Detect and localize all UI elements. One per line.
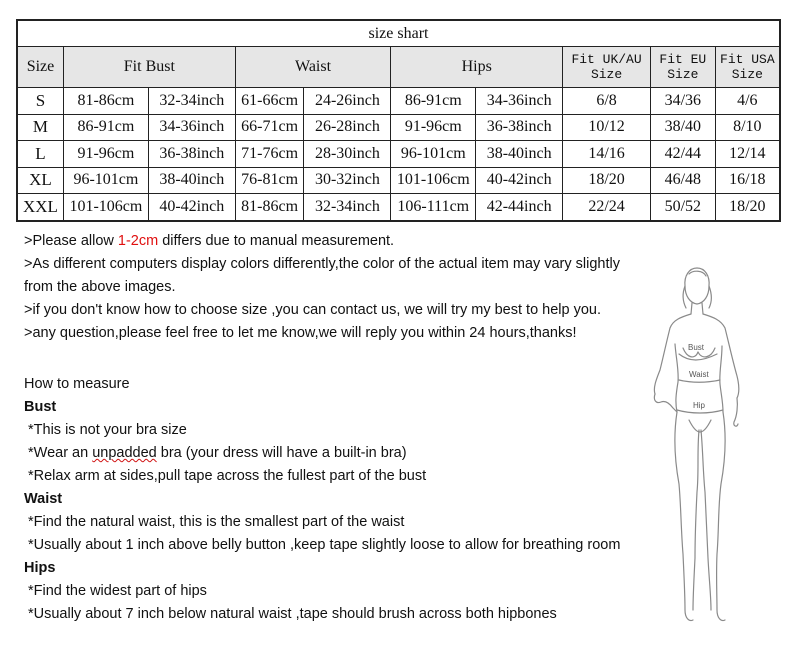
cell-bust-inch: 38-40inch <box>148 167 235 194</box>
waist-tip-1: *Find the natural waist, this is the smallest part of the waist <box>28 514 405 530</box>
cell-usa: 12/14 <box>715 141 780 168</box>
cell-waist-cm: 61-66cm <box>235 88 304 115</box>
cell-usa: 8/10 <box>715 114 780 141</box>
table-row <box>17 167 780 194</box>
note-colors: >As different computers display colors differently,the color of the actual item may vary slightly from the above images. <box>24 256 620 295</box>
cell-waist-inch: 24-26inch <box>304 88 391 115</box>
cell-eu: 38/40 <box>651 114 716 141</box>
hips-tip-2: *Usually about 7 inch below natural waist ,tape should brush across both hipbones <box>28 606 557 622</box>
figure-bust-label: Bust <box>688 343 705 352</box>
cell-bust-cm: 81-86cm <box>63 88 148 115</box>
note-allowance-pre: >Please allow <box>24 233 118 249</box>
note-allowance-post: differs due to manual measurement. <box>158 233 395 249</box>
hips-heading: Hips <box>24 560 56 576</box>
header-fit-eu <box>651 47 716 88</box>
body-measurement-figure <box>645 262 755 632</box>
figure-hip-label: Hip <box>693 401 706 410</box>
header-waist: Waist <box>235 47 391 88</box>
cell-hips-cm: 101-106cm <box>391 167 476 194</box>
bust-tip-2-post: bra (your dress will have a built-in bra) <box>156 445 407 461</box>
cell-bust-cm: 101-106cm <box>63 194 148 221</box>
cell-bust-inch: 32-34inch <box>148 88 235 115</box>
table-row <box>17 88 780 115</box>
cell-size: XL <box>17 167 63 194</box>
cell-size: L <box>17 141 63 168</box>
cell-hips-cm: 106-111cm <box>391 194 476 221</box>
cell-eu: 42/44 <box>651 141 716 168</box>
header-hips: Hips <box>391 47 563 88</box>
size-chart-table <box>16 19 781 222</box>
cell-hips-inch: 34-36inch <box>476 88 563 115</box>
header-eu-line1: Fit EU <box>659 52 707 67</box>
cell-bust-inch: 34-36inch <box>148 114 235 141</box>
cell-eu: 46/48 <box>651 167 716 194</box>
header-fit-bust: Fit Bust <box>63 47 235 88</box>
cell-usa: 4/6 <box>715 88 780 115</box>
cell-waist-inch: 32-34inch <box>304 194 391 221</box>
cell-bust-inch: 40-42inch <box>148 194 235 221</box>
measure-section <box>24 373 654 626</box>
cell-bust-inch: 36-38inch <box>148 141 235 168</box>
cell-waist-cm: 76-81cm <box>235 167 304 194</box>
bust-tip-2 <box>24 442 654 465</box>
cell-size: M <box>17 114 63 141</box>
cell-size: XXL <box>17 194 63 221</box>
notes-section <box>24 230 644 345</box>
header-fit-uk-au <box>563 47 651 88</box>
table-title: size shart <box>17 20 780 47</box>
note-choose-size: >if you don't know how to choose size ,you can contact us, we will try my best to help you. <box>24 302 602 318</box>
cell-hips-cm: 96-101cm <box>391 141 476 168</box>
bust-tip-1: *This is not your bra size <box>28 422 187 438</box>
cell-hips-cm: 86-91cm <box>391 88 476 115</box>
hips-tip-1: *Find the widest part of hips <box>28 583 207 599</box>
bust-tip-2-pre: *Wear an <box>28 445 93 461</box>
cell-eu: 50/52 <box>651 194 716 221</box>
bust-tip-3: *Relax arm at sides,pull tape across the fullest part of the bust <box>28 468 427 484</box>
cell-uk: 10/12 <box>563 114 651 141</box>
note-questions: >any question,please feel free to let me know,we will reply you within 24 hours,thanks! <box>24 325 577 341</box>
header-size: Size <box>17 47 63 88</box>
cell-bust-cm: 91-96cm <box>63 141 148 168</box>
cell-waist-cm: 81-86cm <box>235 194 304 221</box>
header-usa-line2: Size <box>731 67 763 82</box>
cell-waist-cm: 66-71cm <box>235 114 304 141</box>
cell-waist-inch: 26-28inch <box>304 114 391 141</box>
cell-bust-cm: 96-101cm <box>63 167 148 194</box>
table-row <box>17 141 780 168</box>
table-row <box>17 114 780 141</box>
bust-heading: Bust <box>24 399 57 415</box>
cell-waist-inch: 28-30inch <box>304 141 391 168</box>
cell-hips-inch: 36-38inch <box>476 114 563 141</box>
header-uk-line2: Size <box>590 67 623 82</box>
cell-uk: 14/16 <box>563 141 651 168</box>
cell-size: S <box>17 88 63 115</box>
cell-uk: 18/20 <box>563 167 651 194</box>
cell-waist-cm: 71-76cm <box>235 141 304 168</box>
header-eu-line2: Size <box>667 67 699 82</box>
cell-usa: 18/20 <box>715 194 780 221</box>
cell-hips-inch: 42-44inch <box>476 194 563 221</box>
note-allowance <box>24 230 644 253</box>
waist-tip-2: *Usually about 1 inch above belly button ,keep tape slightly loose to allow for breathing room <box>28 537 621 553</box>
waist-heading: Waist <box>24 491 63 507</box>
cell-hips-inch: 38-40inch <box>476 141 563 168</box>
cell-eu: 34/36 <box>651 88 716 115</box>
figure-waist-label: Waist <box>689 370 709 379</box>
header-uk-line1: Fit UK/AU <box>571 52 642 67</box>
cell-bust-cm: 86-91cm <box>63 114 148 141</box>
cell-usa: 16/18 <box>715 167 780 194</box>
cell-uk: 22/24 <box>563 194 651 221</box>
note-allowance-highlight: 1-2cm <box>117 233 159 249</box>
cell-hips-cm: 91-96cm <box>391 114 476 141</box>
table-row <box>17 194 780 221</box>
header-usa-line1: Fit USA <box>720 52 775 67</box>
cell-hips-inch: 40-42inch <box>476 167 563 194</box>
measure-heading: How to measure <box>24 376 130 392</box>
bust-tip-2-wavy: unpadded <box>92 445 157 461</box>
cell-uk: 6/8 <box>563 88 651 115</box>
header-fit-usa <box>715 47 780 88</box>
cell-waist-inch: 30-32inch <box>304 167 391 194</box>
